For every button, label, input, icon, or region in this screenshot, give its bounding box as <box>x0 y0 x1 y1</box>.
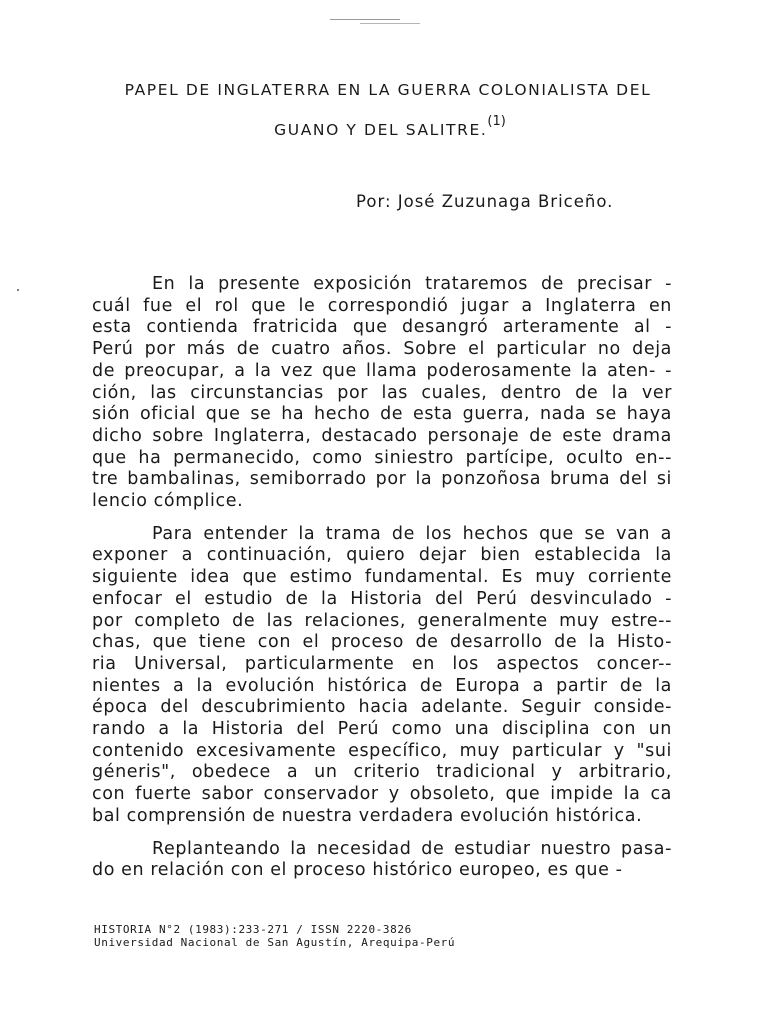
title-line-2-text: GUANO Y DEL SALITRE. <box>274 121 488 139</box>
citation-line-2: Universidad Nacional de San Agustín, Arequipa-Perú <box>94 935 456 949</box>
citation-footer <box>94 924 455 949</box>
text-line: dicho sobre Inglaterra, destacado personaje de este drama <box>92 425 672 446</box>
text-line: Para entender la trama de los hechos que se van a <box>152 523 672 544</box>
text-line: época del descubrimiento hacia adelante. Seguir conside- <box>92 697 672 718</box>
text-line: rando a la Historia del Perú como una disciplina con un <box>92 719 672 740</box>
paragraph <box>92 274 672 513</box>
text-line: géneris", obedece a un criterio tradicional y arbitrario, <box>92 762 672 783</box>
text-line: Perú por más de cuatro años. Sobre el particular no deja <box>92 339 672 360</box>
body-text <box>92 274 672 882</box>
text-line: que ha permanecido, como siniestro partícipe, oculto en-- <box>92 447 672 468</box>
text-line: ria Universal, particularmente en los aspectos concer-- <box>92 653 672 674</box>
text-line: cuál fue el rol que le correspondió jugar a Inglaterra en <box>92 295 672 316</box>
text-line: bal comprensión de nuestra verdadera evolución histórica. <box>92 805 643 826</box>
paragraph <box>92 524 672 828</box>
text-line: tre bambalinas, semiborrado por la ponzoñosa bruma del si <box>92 469 672 490</box>
text-line: En la presente exposición trataremos de precisar - <box>152 274 672 294</box>
text-line: sión oficial que se ha hecho de esta guerra, nada se haya <box>92 404 672 425</box>
title-line-1: PAPEL DE INGLATERRA EN LA GUERRA COLONIALISTA DEL <box>124 81 652 99</box>
text-line: enfocar el estudio de la Historia del Perú desvinculado - <box>92 588 672 609</box>
text-line: Replanteando la necesidad de estudiar nuestro pasa- <box>152 838 672 859</box>
text-line: exponer a continuación, quiero dejar bien establecida la <box>92 545 672 566</box>
top-rule <box>330 19 400 20</box>
citation-line-1: HISTORIA N°2 (1983):233-271 / ISSN 2220-3826 <box>94 923 412 936</box>
paragraph <box>92 839 672 882</box>
text-line: con fuerte sabor conservador y obsoleto, que impide la ca <box>92 784 672 805</box>
article-title <box>0 74 768 146</box>
text-line: do en relación con el proceso histórico europeo, es que - <box>92 860 623 881</box>
text-line: lencio cómplice. <box>92 491 244 512</box>
text-line: por completo de las relaciones, generalmente muy estre-- <box>92 610 672 631</box>
author-byline: Por: José Zuzunaga Briceño. <box>356 192 614 211</box>
title-line-2 <box>0 106 768 146</box>
text-line: chas, que tiene con el proceso de desarrollo de la Histo- <box>92 632 672 653</box>
text-line: de preocupar, a la vez que llama poderosamente la aten- - <box>92 360 672 381</box>
text-line: contenido excesivamente específico, muy particular y "sui <box>92 740 672 761</box>
scan-speck <box>17 289 19 291</box>
footnote-reference: (1) <box>487 114 506 129</box>
text-line: siguiente idea que estimo fundamental. Es muy corriente <box>92 567 672 588</box>
text-line: ción, las circunstancias por las cuales, dentro de la ver <box>92 382 672 403</box>
top-rule-secondary <box>360 23 420 24</box>
text-line: nientes a la evolución histórica de Europa a partir de la <box>92 675 672 696</box>
text-line: esta contienda fratricida que desangró arteramente al - <box>92 317 672 338</box>
